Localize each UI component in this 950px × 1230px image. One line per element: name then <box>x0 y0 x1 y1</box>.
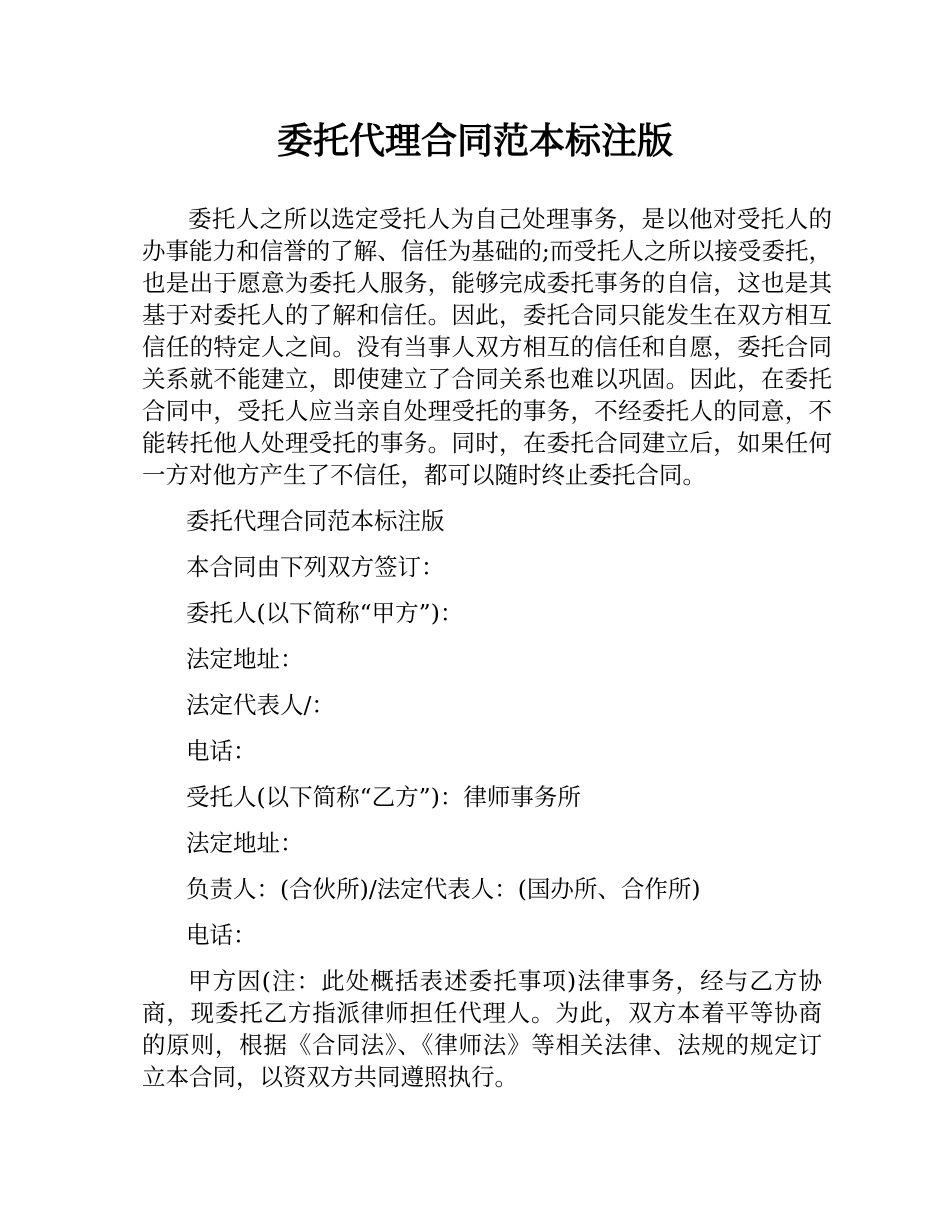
principal-address-line: 法定地址： <box>186 645 304 673</box>
agent-phone-line: 电话： <box>186 921 257 949</box>
document-body <box>142 203 832 1093</box>
subtitle-line: 委托代理合同范本标注版 <box>186 507 445 535</box>
principal-line: 委托人(以下简称“甲方”)： <box>186 599 464 627</box>
intro-paragraph: 委托人之所以选定受托人为自己处理事务，是以他对受托人的办事能力和信誉的了解、信任为基础的;而受托人之所以接受委托，也是出于愿意为委托人服务，能够完成委托事务的自信，这也是其基于对委托人的了解和信任。因此，委托合同只能发生在双方相互信任的特定人之间。没有当事人双方相互的信任和自愿，委托合同关系就不能建立，即使建立了合同关系也难以巩固。因此，在委托合同中，受托人应当亲自处理受托的事务，不经委托人的同意，不能转托他人处理受托的事务。同时，在委托合同建立后，如果任何一方对他方产生了不信任，都可以随时终止委托合同。 <box>142 205 832 489</box>
agreement-intro-line: 本合同由下列双方签订： <box>186 553 445 581</box>
agent-line: 受托人(以下简称“乙方”)：律师事务所 <box>186 783 581 811</box>
principal-phone-line: 电话： <box>186 737 257 765</box>
agent-responsible-line: 负责人：(合伙所)/法定代表人：(国办所、合作所) <box>186 875 701 903</box>
document-title: 委托代理合同范本标注版 <box>276 121 673 162</box>
agent-address-line: 法定地址： <box>186 829 304 857</box>
closing-paragraph: 甲方因(注：此处概括表述委托事项)法律事务，经与乙方协商，现委托乙方指派律师担任代理人。为此，双方本着平等协商的原则，根据《合同法》、《律师法》等相关法律、法规的规定订立本合同，以资双方共同遵照执行。 <box>142 967 822 1091</box>
principal-representative-line: 法定代表人/： <box>186 691 335 719</box>
